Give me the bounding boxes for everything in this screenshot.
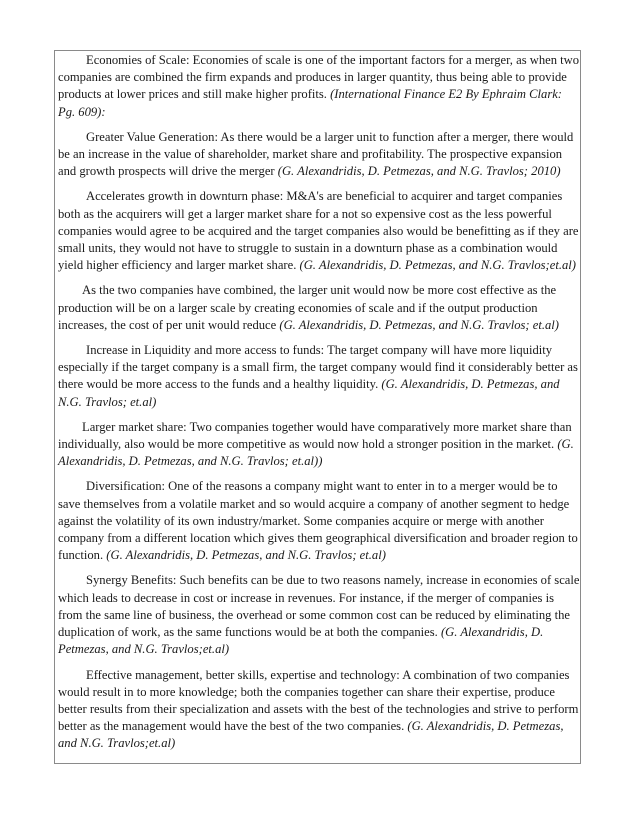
paragraph-citation: (G. Alexandridis, D. Petmezas, and N.G. Travlos;et.al) (299, 258, 576, 273)
paragraph-accelerates-growth (58, 188, 580, 274)
paragraph-citation: (G. Alexandridis, D. Petmezas, and N.G. Travlos; 2010) (277, 164, 561, 179)
paragraph-liquidity (58, 342, 580, 411)
paragraph-text: Synergy Benefits: Such benefits can be due to two reasons namely, increase in economies of scale which leads to decrease in cost or increase in revenues. For instance, if the merger of companies is from the same line of business, the overhead or some common cost can be reduced by eliminating the duplication of work, as the same functions would be at both the companies. (58, 573, 580, 640)
paragraph-citation: (G. Alexandridis, D. Petmezas, and N.G. Travlos; et.al) (279, 317, 559, 332)
paragraph-text: Diversification: One of the reasons a company might want to enter in to a merger would be to save themselves from a volatile market and so would acquire a company of another segment to hedge against the volatility of its own industry/market. Some companies acquire or merge with another company from a different location which gives them geographical diversification and broader region to function. (58, 479, 578, 563)
paragraph-text: As the two companies have combined, the larger unit would now be more cost effective as the production will be on a larger scale by creating economies of scale and if the output production increases, the cost of per unit would reduce (58, 283, 557, 332)
paragraph-citation: (G. Alexandridis, D. Petmezas, and N.G. Travlos; et.al)) (58, 437, 574, 469)
paragraph-synergy-benefits (58, 572, 580, 658)
paragraph-economies-of-scale (58, 52, 580, 121)
paragraph-citation: (G. Alexandridis, D. Petmezas, and N.G. Travlos; et.al) (106, 548, 386, 563)
paragraph-text: Larger market share: Two companies together would have comparatively more market share than individually, also would be more competitive as would now hold a stronger position in the market. (58, 419, 572, 452)
document-body (58, 52, 580, 761)
paragraph-citation: (G. Alexandridis, D. Petmezas, and N.G. Travlos; et.al) (58, 377, 560, 409)
paragraph-text: Accelerates growth in downturn phase: M&A's are beneficial to acquirer and target companies both as the acquirers will get a larger market share for a not so expensive cost as the less powerful companies would agree to be acquired and the target companies also would be benefitting as if they are small units, they would not have to struggle to sustain in a downturn phase as a combination would yield higher efficiency and larger market share. (58, 189, 579, 273)
paragraph-effective-management (58, 667, 580, 753)
paragraph-market-share (58, 419, 580, 471)
paragraph-cost-effective (58, 282, 580, 334)
paragraph-greater-value-generation (58, 129, 580, 181)
paragraph-text: Greater Value Generation: As there would be a larger unit to function after a merger, there would be an increase in the value of shareholder, market share and profitability. The prospective expansion and growth prospects will drive the merger (58, 129, 574, 179)
paragraph-text: Economies of Scale: Economies of scale is one of the important factors for a merger, as when two companies are combined the firm expands and produces in larger quantity, thus being able to provide products at lower prices and still make higher profits. (58, 53, 580, 102)
paragraph-text: Increase in Liquidity and more access to funds: The target company will have more liquidity especially if the target company is a small firm, the target company would find it considerably better as there would be more access to the funds and a healthy liquidity. (58, 343, 578, 392)
paragraph-citation: (International Finance E2 By Ephraim Clark: Pg. 609): (58, 87, 562, 119)
paragraph-diversification (58, 478, 580, 564)
paragraph-citation: (G. Alexandridis, D. Petmezas, and N.G. Travlos;et.al) (58, 719, 564, 751)
paragraph-text: Effective management, better skills, expertise and technology: A combination of two companies would result in to more knowledge; both the companies together can share their expertise, produce better results from their specialization and assets with the best of the technologies and strive to perform better as the management would have the best of the two companies. (58, 667, 579, 734)
paragraph-citation: (G. Alexandridis, D. Petmezas, and N.G. Travlos;et.al) (58, 625, 544, 657)
